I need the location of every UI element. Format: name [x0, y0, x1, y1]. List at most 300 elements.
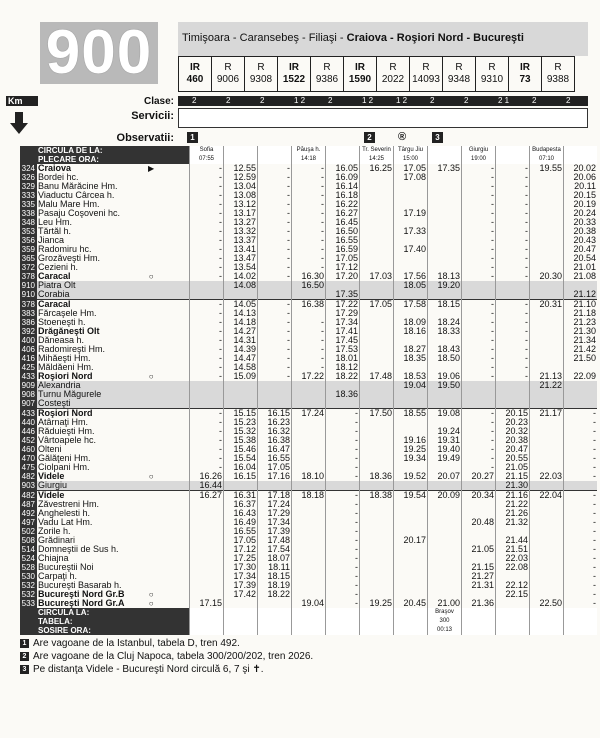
time-cell: - — [564, 563, 598, 572]
time-cell: 16.27 — [326, 209, 360, 218]
time-cell: - — [326, 454, 360, 463]
km-cell: 492 — [21, 509, 35, 518]
station-mark — [113, 418, 189, 427]
time-cell — [394, 563, 428, 572]
time-cell: 16.04 — [224, 463, 258, 472]
observatie-mark-c6: 2 — [364, 132, 375, 143]
km-cell: 386 — [21, 318, 35, 327]
time-cell: 18.35 — [394, 354, 428, 363]
time-cell: 18.09 — [394, 318, 428, 327]
time-cell: 16.55 — [258, 454, 292, 463]
time-cell: - — [326, 418, 360, 427]
clase-value: 2 — [566, 96, 571, 105]
time-cell: - — [462, 182, 496, 191]
time-cell: 14.18 — [224, 318, 258, 327]
time-cell: 16.31 — [224, 491, 258, 501]
time-cell: - — [462, 263, 496, 272]
time-cell: 17.08 — [394, 173, 428, 182]
time-cell: - — [190, 191, 224, 200]
time-cell: 17.29 — [258, 509, 292, 518]
time-cell — [428, 536, 462, 545]
km-cell: 335 — [21, 200, 35, 209]
time-cell: 16.09 — [326, 173, 360, 182]
time-cell: 17.05 — [224, 536, 258, 545]
time-cell: 20.38 — [564, 227, 598, 236]
station-mark — [113, 300, 189, 310]
time-cell — [360, 227, 394, 236]
time-cell: 17.35 — [428, 164, 462, 173]
km-cell: 440 — [21, 418, 35, 427]
time-cell — [462, 390, 496, 399]
tabela-row-cell — [530, 617, 564, 626]
time-cell: 16.05 — [326, 164, 360, 173]
time-cell: 22.12 — [496, 581, 530, 590]
time-cell: - — [496, 254, 530, 263]
time-cell — [360, 454, 394, 463]
time-cell: 20.38 — [496, 436, 530, 445]
clase-value: 2 — [532, 96, 537, 105]
time-cell: 19.25 — [394, 445, 428, 454]
station-mark — [113, 445, 189, 454]
time-cell: - — [258, 263, 292, 272]
time-cell: - — [258, 245, 292, 254]
time-cell — [530, 309, 564, 318]
station-name: Cezieni h. — [38, 262, 79, 272]
time-cell: 13.08 — [224, 191, 258, 200]
time-cell: - — [564, 509, 598, 518]
km-cell: 910 — [21, 281, 35, 290]
station-name: Fărcaşele Hm. — [38, 308, 97, 318]
destination-row-cell — [292, 608, 326, 617]
station-mark — [113, 518, 189, 527]
time-cell: 20.55 — [496, 454, 530, 463]
km-cell: 508 — [21, 536, 35, 545]
time-cell: - — [326, 572, 360, 581]
train-column-1590 — [344, 57, 377, 92]
time-cell: 16.23 — [258, 418, 292, 427]
time-cell: 20.32 — [496, 427, 530, 436]
time-cell — [428, 245, 462, 254]
footnote-text: Are vagoane de la Istanbul, tabela D, tren 492. — [33, 638, 240, 649]
time-cell: 17.45 — [326, 336, 360, 345]
time-cell — [360, 381, 394, 390]
time-cell — [360, 518, 394, 527]
time-cell: 17.41 — [326, 327, 360, 336]
time-cell — [530, 518, 564, 527]
time-cell — [360, 173, 394, 182]
station-mark — [113, 182, 189, 191]
time-cell — [428, 209, 462, 218]
time-cell — [360, 527, 394, 536]
time-cell — [292, 581, 326, 590]
train-type: R — [224, 62, 232, 73]
time-cell: 16.55 — [326, 236, 360, 245]
time-cell — [530, 336, 564, 345]
time-cell: - — [564, 572, 598, 581]
time-cell: 19.24 — [428, 427, 462, 436]
station-name: Tărtăl h. — [38, 226, 72, 236]
departure-row-label: PLECARE ORA: — [37, 155, 190, 164]
km-cell: 433 — [21, 372, 35, 381]
footnote-text: Pe distanţa Videle - Bucureşti Nord circulă 6, 7 şi ✝. — [33, 664, 264, 675]
km-cell: 425 — [21, 363, 35, 372]
time-cell — [360, 336, 394, 345]
table-row — [20, 354, 597, 363]
station-mark: ○ — [148, 590, 154, 599]
time-cell — [292, 563, 326, 572]
time-cell: - — [462, 245, 496, 254]
time-cell — [530, 173, 564, 182]
clase-value: 2 — [328, 96, 333, 105]
table-row — [20, 218, 597, 227]
time-cell: 21.10 — [564, 300, 598, 310]
time-cell: - — [258, 336, 292, 345]
footnote — [20, 638, 240, 649]
time-cell: - — [496, 209, 530, 218]
station-name: Carpaţi h. — [38, 571, 78, 581]
time-cell: 17.03 — [360, 272, 394, 281]
station-mark — [113, 536, 189, 545]
arrival-row — [20, 626, 597, 635]
time-cell: - — [292, 209, 326, 218]
station-name: Giurgiu — [37, 481, 113, 491]
time-cell — [428, 390, 462, 399]
departure-row-cell: 14:18 — [292, 155, 326, 164]
tabela-row-cell: 300 — [428, 617, 462, 626]
time-cell: 18.11 — [258, 563, 292, 572]
time-cell: 21.23 — [564, 318, 598, 327]
time-cell: - — [190, 327, 224, 336]
arrival-row-cell — [530, 626, 564, 635]
time-cell: - — [190, 363, 224, 372]
time-cell: 20.17 — [394, 536, 428, 545]
station-mark — [113, 345, 189, 354]
time-cell: - — [462, 372, 496, 381]
station-name: Zăvestreni Hm. — [38, 499, 100, 509]
clase-value: 1 2 — [294, 96, 306, 105]
time-cell — [428, 563, 462, 572]
train-type: R — [488, 62, 496, 73]
time-cell — [360, 209, 394, 218]
time-cell: 17.58 — [394, 300, 428, 310]
time-cell: 16.15 — [224, 472, 258, 481]
time-cell: 20.30 — [530, 272, 564, 281]
time-cell — [428, 554, 462, 563]
train-header — [178, 56, 575, 92]
km-cell: 372 — [21, 263, 35, 272]
time-cell — [394, 500, 428, 509]
time-cell — [292, 554, 326, 563]
station-mark — [113, 554, 189, 563]
station-name: Bucureşti Basarab h. — [38, 580, 122, 590]
time-cell: - — [190, 173, 224, 182]
train-number: 9348 — [447, 74, 471, 85]
destination-row-cell — [258, 608, 292, 617]
time-cell: - — [496, 218, 530, 227]
time-cell — [292, 381, 326, 390]
time-cell — [394, 418, 428, 427]
table-row — [20, 336, 597, 345]
time-cell: 17.05 — [258, 463, 292, 472]
station-name: Viaductu Cârcea h. — [38, 190, 115, 200]
departure-row-cell: 07:10 — [530, 155, 564, 164]
time-cell: - — [258, 227, 292, 236]
station-mark — [113, 173, 189, 182]
train-number: 73 — [519, 74, 531, 85]
time-cell: - — [462, 254, 496, 263]
time-cell — [530, 345, 564, 354]
time-cell: 16.15 — [258, 409, 292, 419]
station-name: Domneştii de Sus h. — [38, 544, 119, 554]
km-cell: 378 — [21, 300, 35, 309]
time-cell: - — [462, 191, 496, 200]
time-cell: 17.50 — [360, 409, 394, 419]
time-cell — [360, 245, 394, 254]
time-cell — [530, 418, 564, 427]
time-cell — [530, 318, 564, 327]
time-cell: 16.49 — [224, 518, 258, 527]
train-column-2022 — [377, 57, 410, 92]
station-name: Stoeneşti h. — [38, 317, 86, 327]
time-cell: - — [326, 554, 360, 563]
time-cell: - — [190, 418, 224, 427]
table-row — [20, 345, 597, 354]
time-cell: 20.15 — [496, 409, 530, 419]
arrival-row-cell — [462, 626, 496, 635]
time-cell: - — [258, 354, 292, 363]
time-cell: - — [564, 554, 598, 563]
origin-row-cell: Sofia — [190, 146, 224, 155]
departure-row-cell: 19:00 — [462, 155, 496, 164]
time-cell: 16.30 — [292, 272, 326, 281]
time-cell — [530, 427, 564, 436]
time-cell: 21.05 — [496, 463, 530, 472]
km-cell: 329 — [21, 182, 35, 191]
time-cell: 20.34 — [462, 491, 496, 501]
time-cell — [190, 509, 224, 518]
destination-row-cell — [326, 608, 360, 617]
time-cell: - — [496, 164, 530, 173]
time-cell: 17.40 — [394, 245, 428, 254]
destination-row-label: CIRCULA LA: — [37, 608, 190, 617]
time-cell: - — [462, 363, 496, 372]
station-mark — [113, 218, 189, 227]
time-cell — [292, 527, 326, 536]
time-cell — [496, 281, 530, 290]
time-cell: - — [326, 590, 360, 599]
time-cell — [530, 191, 564, 200]
time-cell: 17.48 — [258, 536, 292, 545]
time-cell: - — [292, 191, 326, 200]
time-cell: 20.48 — [462, 518, 496, 527]
time-cell: 18.33 — [428, 327, 462, 336]
km-cell: 359 — [21, 245, 35, 254]
time-cell: - — [564, 536, 598, 545]
time-cell: 16.25 — [360, 164, 394, 173]
time-cell: 13.32 — [224, 227, 258, 236]
time-cell: - — [292, 218, 326, 227]
station-name: Roşiori Nord — [38, 371, 93, 381]
train-column-9310 — [476, 57, 509, 92]
time-cell: 18.55 — [394, 409, 428, 419]
station-mark: ○ — [148, 272, 154, 281]
time-cell — [258, 381, 292, 390]
time-cell — [530, 509, 564, 518]
time-cell: - — [564, 518, 598, 527]
time-cell: - — [190, 345, 224, 354]
time-cell: 19.06 — [428, 372, 462, 381]
tabela-row-cell — [564, 617, 598, 626]
station-name: Radomireşti Hm. — [38, 344, 106, 354]
time-cell: - — [190, 300, 224, 310]
time-cell: - — [292, 200, 326, 209]
time-cell — [530, 572, 564, 581]
time-cell: - — [258, 318, 292, 327]
time-cell — [292, 500, 326, 509]
station-mark — [113, 263, 189, 272]
time-cell: 20.06 — [564, 173, 598, 182]
station-mark — [113, 481, 189, 491]
time-cell: 21.15 — [496, 472, 530, 481]
time-cell — [360, 427, 394, 436]
train-type: IR — [520, 62, 530, 73]
time-cell — [530, 218, 564, 227]
time-cell: 16.50 — [292, 281, 326, 290]
time-cell: - — [258, 209, 292, 218]
time-cell — [428, 227, 462, 236]
time-cell: 18.53 — [394, 372, 428, 381]
time-cell: - — [462, 300, 496, 310]
clase-bar — [178, 96, 588, 106]
time-cell: - — [190, 463, 224, 472]
table-row — [20, 164, 597, 173]
arrival-row-cell — [496, 626, 530, 635]
time-cell: - — [326, 500, 360, 509]
footnote-mark: 1 — [20, 639, 29, 648]
clase-value: 2 — [226, 96, 231, 105]
station-mark — [113, 436, 189, 445]
time-cell: 18.10 — [292, 472, 326, 481]
km-cell: 530 — [21, 572, 35, 581]
km-cell: 392 — [21, 327, 35, 336]
time-cell: - — [462, 418, 496, 427]
time-cell: - — [292, 245, 326, 254]
time-cell: - — [462, 436, 496, 445]
time-cell — [530, 454, 564, 463]
time-cell: 22.04 — [530, 491, 564, 501]
time-cell: - — [190, 182, 224, 191]
train-type: R — [554, 62, 562, 73]
time-cell — [530, 563, 564, 572]
time-cell — [428, 527, 462, 536]
time-cell: 19.04 — [292, 599, 326, 608]
time-cell: 21.12 — [564, 290, 598, 300]
clase-value: 2 — [192, 96, 197, 105]
km-cell: 909 — [21, 381, 35, 390]
time-cell: 18.24 — [428, 318, 462, 327]
time-cell: 21.50 — [564, 354, 598, 363]
train-column-9308 — [245, 57, 278, 92]
time-cell: 19.25 — [360, 599, 394, 608]
time-cell: 17.39 — [258, 527, 292, 536]
time-cell: - — [496, 345, 530, 354]
time-cell — [428, 572, 462, 581]
time-cell — [530, 236, 564, 245]
station-name: Bucureşti Nord Gr.B — [38, 589, 125, 599]
time-cell: 20.11 — [564, 182, 598, 191]
train-type: IR — [289, 62, 299, 73]
train-column-460 — [179, 57, 212, 92]
station-mark — [113, 327, 189, 336]
time-cell: 18.16 — [394, 327, 428, 336]
time-cell: - — [462, 227, 496, 236]
time-cell — [190, 545, 224, 554]
time-cell: 20.45 — [394, 599, 428, 608]
km-cell: 356 — [21, 236, 35, 245]
time-cell: - — [496, 300, 530, 310]
destination-row-cell — [564, 608, 598, 617]
km-cell: 338 — [21, 209, 35, 218]
station-mark — [113, 390, 189, 399]
time-cell: 21.26 — [496, 509, 530, 518]
train-column-9388 — [542, 57, 575, 92]
arrival-row-cell: 00:13 — [428, 626, 462, 635]
time-cell: - — [462, 164, 496, 173]
time-cell — [360, 191, 394, 200]
time-cell: 19.40 — [428, 445, 462, 454]
station-name: Chiajna — [38, 553, 69, 563]
time-cell: 19.34 — [394, 454, 428, 463]
time-cell: - — [190, 200, 224, 209]
time-cell: - — [258, 300, 292, 310]
station-name: Olteni — [38, 444, 62, 454]
time-cell: 15.38 — [224, 436, 258, 445]
time-cell — [428, 518, 462, 527]
time-cell: 16.50 — [326, 227, 360, 236]
km-cell: 528 — [21, 563, 35, 572]
station-name: Craiova — [38, 163, 72, 173]
station-name: Atârnaţi Hm. — [38, 417, 89, 427]
time-cell: 19.16 — [394, 436, 428, 445]
origin-row-cell — [258, 146, 292, 155]
time-cell: - — [292, 318, 326, 327]
station-name: Caracal — [38, 271, 71, 281]
time-cell: - — [564, 500, 598, 509]
time-cell: 19.08 — [428, 409, 462, 419]
time-cell: 22.09 — [564, 372, 598, 381]
time-cell: - — [564, 463, 598, 472]
train-number: 1590 — [348, 74, 372, 85]
time-cell — [564, 390, 598, 399]
time-cell: 20.43 — [564, 236, 598, 245]
time-cell: - — [462, 345, 496, 354]
time-cell: 21.36 — [462, 599, 496, 608]
km-cell: 383 — [21, 309, 35, 318]
time-cell — [360, 445, 394, 454]
time-cell — [190, 536, 224, 545]
time-cell: - — [462, 427, 496, 436]
time-cell — [530, 200, 564, 209]
time-cell: - — [462, 173, 496, 182]
destination-row-cell — [530, 608, 564, 617]
time-cell — [530, 245, 564, 254]
table-row — [20, 309, 597, 318]
time-cell — [190, 381, 224, 390]
station-name: Costeşti — [37, 399, 113, 409]
time-cell: 17.15 — [190, 599, 224, 608]
time-cell: - — [496, 236, 530, 245]
time-cell — [360, 354, 394, 363]
